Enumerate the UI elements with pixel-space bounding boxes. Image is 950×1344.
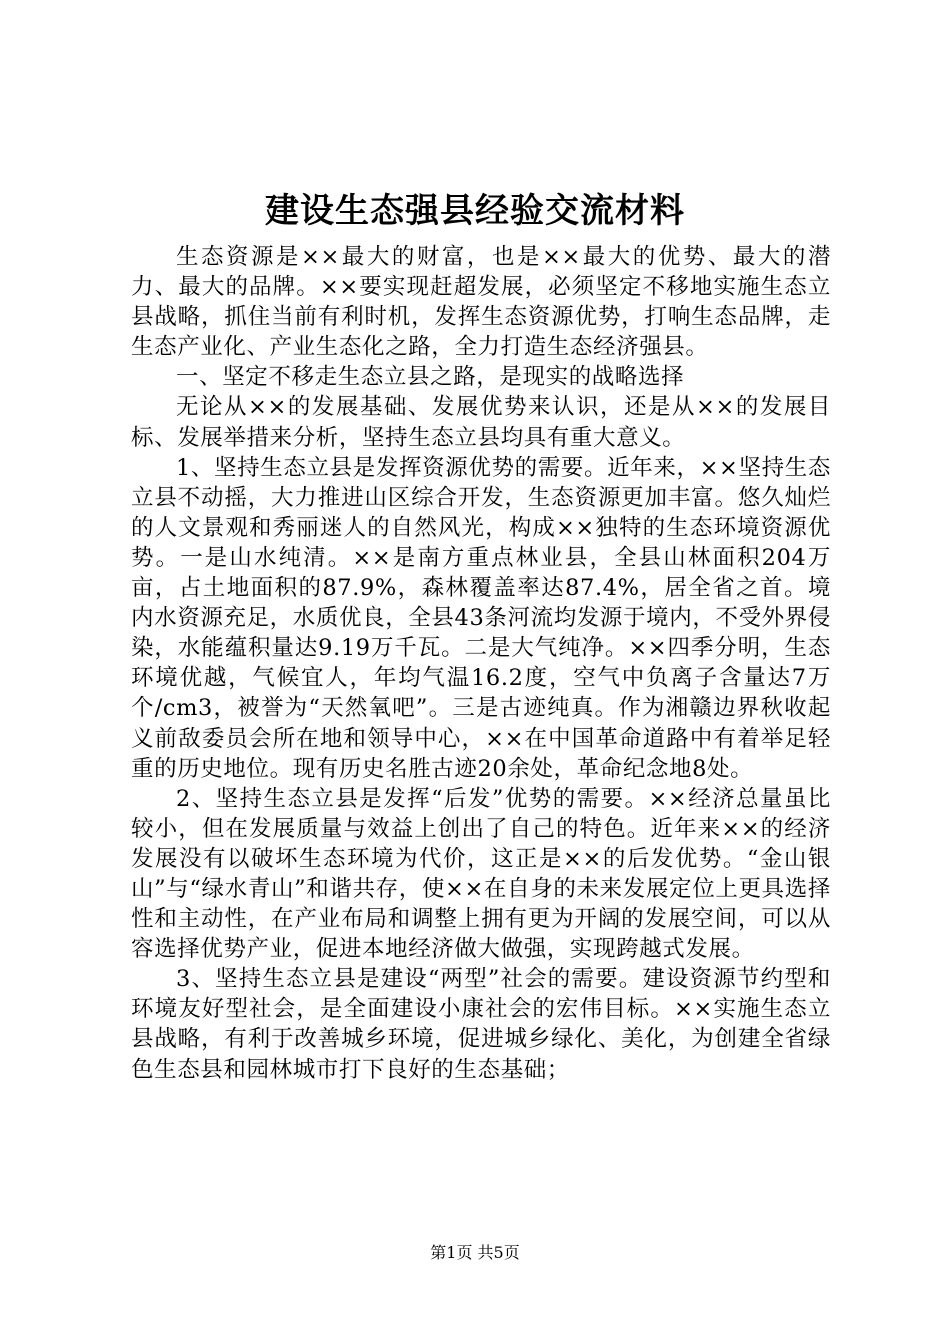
paragraph-point-2: 2、坚持生态立县是发挥“后发”优势的需要。××经济总量虽比较小，但在发展质量与效益上创出了自己的特色。近年来××的经济发展没有以破坏生态环境为代价，这正是××的后发优势。“金山银山”与“绿水青山”和谐共存，使××在自身的未来发展定位上更具选择性和主动性，在产业布局和调整上拥有更为开阔的发展空间，可以从容选择优势产业，促进本地经济做大做强，实现跨越式发展。 <box>131 785 831 963</box>
page-number-footer: 第1页 共5页 <box>430 1243 520 1262</box>
section-heading: 一、坚定不移走生态立县之路，是现实的战略选择 <box>176 364 685 391</box>
paragraph-intro: 生态资源是××最大的财富，也是××最大的优势、最大的潜力、最大的品牌。××要实现赶超发展，必须坚定不移地实施生态立县战略，抓住当前有利时机，发挥生态资源优势，打响生态品牌，走生态产业化、产业生态化之路，全力打造生态经济强县。 <box>131 244 831 361</box>
document-title: 建设生态强县经验交流材料 <box>265 191 685 231</box>
paragraph-point-1: 1、坚持生态立县是发挥资源优势的需要。近年来，××坚持生态立县不动摇，大力推进山区综合开发，生态资源更加丰富。悠久灿烂的人文景观和秀丽迷人的自然风光，构成××独特的生态环境资源优势。一是山水纯清。××是南方重点林业县，全县山林面积204万亩，占土地面积的87.9%，森林覆盖率达87.4%，居全省之首。境内水资源充足，水质优良，全县43条河流均发源于境内，不受外界侵染，水能蕴积量达9.19万千瓦。二是大气纯净。××四季分明，生态环境优越，气候宜人，年均气温16.2度，空气中负离子含量达7万个/cm3，被誉为“天然氧吧”。三是古迹纯真。作为湘赣边界秋收起义前敌委员会所在地和领导中心，××在中国革命道路中有着举足轻重的历史地位。现有历史名胜古迹20余处，革命纪念地8处。 <box>131 454 831 782</box>
paragraph-point-3: 3、坚持生态立县是建设“两型”社会的需要。建设资源节约型和环境友好型社会，是全面建设小康社会的宏伟目标。××实施生态立县战略，有利于改善城乡环境，促进城乡绿化、美化，为创建全省绿色生态县和园林城市打下良好的生态基础； <box>131 966 831 1083</box>
document-body <box>131 242 831 1085</box>
paragraph-overview: 无论从××的发展基础、发展优势来认识，还是从××的发展目标、发展举措来分析，坚持生态立县均具有重大意义。 <box>131 394 831 451</box>
